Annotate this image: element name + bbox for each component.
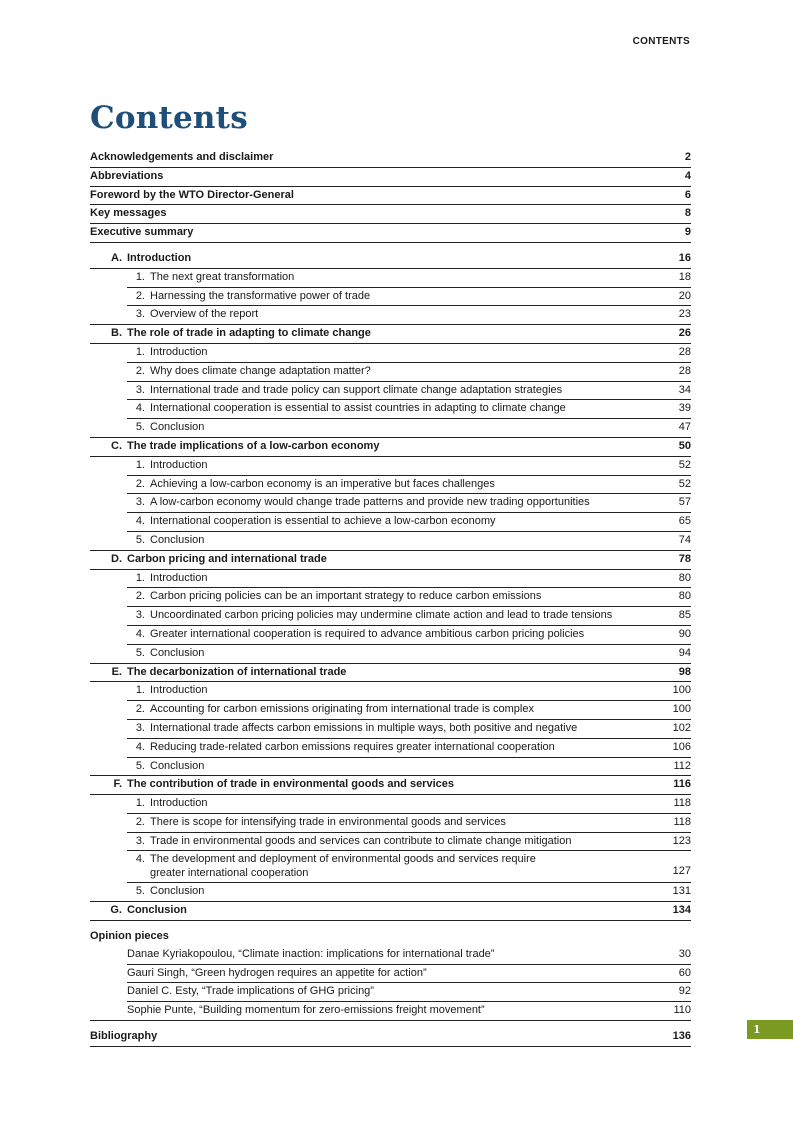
- toc-entry-title: [127, 513, 651, 531]
- toc-label: Conclusion: [127, 904, 187, 917]
- toc-chapter-a[interactable]: [90, 250, 691, 269]
- chapter-letter: A.: [111, 251, 122, 264]
- toc-entry-title: [127, 269, 651, 287]
- toc-section-entry[interactable]: [127, 814, 691, 833]
- spacer: [90, 921, 691, 928]
- section-number: 4.: [135, 515, 145, 528]
- toc-section-entry[interactable]: [90, 758, 691, 777]
- toc-entry-title: [90, 776, 651, 794]
- toc-chapter-d[interactable]: [90, 551, 691, 570]
- toc-section-entry[interactable]: [127, 513, 691, 532]
- toc-page-number: 47: [678, 421, 691, 434]
- toc-label: Greater international cooperation is required to advance ambitious carbon pricing policies: [150, 627, 585, 640]
- toc-page-number: 127: [672, 864, 691, 877]
- toc-page-number: 57: [678, 496, 691, 509]
- toc-label: Accounting for carbon emissions originating from international trade is complex: [150, 703, 534, 716]
- toc-section-entry[interactable]: [127, 476, 691, 495]
- toc-entry-title: [90, 532, 651, 550]
- toc-entry-title: [127, 965, 651, 983]
- toc-page-number: 100: [672, 684, 691, 697]
- section-number: 2.: [135, 477, 145, 490]
- toc-page-number: 4: [684, 169, 691, 182]
- toc-page-number: 26: [678, 327, 691, 340]
- toc-page-number: 52: [678, 458, 691, 471]
- toc-entry-title: [90, 883, 651, 901]
- toc-opinion-entry[interactable]: [90, 1002, 691, 1021]
- toc-page-number: 78: [678, 552, 691, 565]
- toc-label: Conclusion: [150, 885, 205, 898]
- section-number: 3.: [135, 834, 145, 847]
- toc-label: Overview of the report: [150, 308, 259, 321]
- toc-section-entry[interactable]: [127, 344, 691, 363]
- toc-entry-title: [90, 250, 651, 268]
- toc-label: Achieving a low-carbon economy is an imperative but faces challenges: [150, 477, 495, 490]
- chapter-letter: E.: [111, 665, 122, 678]
- toc-entry-title: [127, 344, 651, 362]
- section-heading: Opinion pieces: [90, 930, 169, 943]
- section-number: 5.: [135, 885, 145, 898]
- section-number: 4.: [135, 627, 145, 640]
- toc-label: Conclusion: [150, 533, 205, 546]
- toc-label: Introduction: [150, 797, 208, 810]
- toc-page-number: 28: [678, 345, 691, 358]
- toc-entry-title: [127, 795, 651, 813]
- toc-entry-title: [127, 570, 651, 588]
- toc-chapter-f[interactable]: [90, 776, 691, 795]
- toc-page-number: 136: [672, 1030, 691, 1043]
- section-number: 3.: [135, 609, 145, 622]
- toc-section-entry[interactable]: [127, 851, 691, 883]
- toc-entry-title: [127, 720, 651, 738]
- section-number: 5.: [135, 421, 145, 434]
- toc-label: Conclusion: [150, 421, 205, 434]
- section-number: 5.: [135, 646, 145, 659]
- toc-entry-title: [127, 400, 651, 418]
- toc-label: Foreword by the WTO Director-General: [90, 188, 294, 201]
- toc-entry-title: [90, 664, 651, 682]
- toc-page-number: 52: [678, 477, 691, 490]
- toc-front-entry[interactable]: [90, 187, 691, 206]
- toc-entry-title: [127, 983, 651, 1001]
- toc-label: Carbon pricing and international trade: [127, 552, 327, 565]
- toc-entry-title: [90, 645, 651, 663]
- toc-page-number: 80: [678, 590, 691, 603]
- toc-page-number: 80: [678, 571, 691, 584]
- toc-entry-title: [127, 946, 651, 964]
- toc-entry-title: [90, 187, 651, 205]
- section-number: 2.: [135, 703, 145, 716]
- toc-page-number: 74: [678, 533, 691, 546]
- toc-entry-title: [127, 833, 651, 851]
- toc-label: The contribution of trade in environmental goods and services: [127, 778, 454, 791]
- toc-page-number: 39: [678, 402, 691, 415]
- toc-section-entry[interactable]: [127, 739, 691, 758]
- toc-entry-title: [127, 851, 651, 882]
- toc-page-number: 92: [678, 985, 691, 998]
- toc-entry-title: [90, 149, 651, 167]
- toc-page-number: 134: [672, 904, 691, 917]
- toc-page-number: 98: [678, 665, 691, 678]
- toc-entry-title: [90, 205, 651, 223]
- section-number: 1.: [135, 797, 145, 810]
- toc-page-number: 102: [672, 721, 691, 734]
- toc-section-entry[interactable]: [90, 419, 691, 438]
- toc-entry-title: [90, 551, 651, 569]
- toc-page-number: 118: [673, 797, 691, 810]
- chapter-letter: B.: [111, 327, 122, 340]
- toc-section-entry[interactable]: [127, 457, 691, 476]
- chapter-letter: G.: [110, 904, 122, 917]
- toc-label: Harnessing the transformative power of trade: [150, 289, 371, 302]
- toc-label: Daniel C. Esty, “Trade implications of GHG pricing”: [127, 985, 374, 998]
- toc-section-entry[interactable]: [127, 494, 691, 513]
- toc-entry-title: [90, 168, 651, 186]
- toc-section-entry[interactable]: [127, 607, 691, 626]
- table-of-contents: [90, 149, 691, 1047]
- toc-entry-title: [127, 382, 651, 400]
- toc-label: Conclusion: [150, 759, 205, 772]
- toc-label: The next great transformation: [150, 270, 295, 283]
- toc-entry-title: [127, 682, 651, 700]
- section-number: 2.: [135, 815, 145, 828]
- section-number: 1.: [135, 270, 145, 283]
- toc-section-entry[interactable]: [90, 645, 691, 664]
- toc-label: Carbon pricing policies can be an important strategy to reduce carbon emissions: [150, 590, 542, 603]
- toc-section-entry[interactable]: [127, 382, 691, 401]
- toc-entry-title: [90, 419, 651, 437]
- toc-chapter-c[interactable]: [90, 438, 691, 457]
- toc-page-number: 112: [673, 759, 691, 772]
- toc-label: International cooperation is essential to achieve a low-carbon economy: [150, 515, 496, 528]
- toc-page-number: 20: [678, 289, 691, 302]
- toc-label: Introduction: [150, 458, 208, 471]
- toc-label: Introduction: [127, 251, 192, 264]
- section-number: 1.: [135, 571, 145, 584]
- toc-opinion-entry[interactable]: [127, 965, 691, 984]
- toc-page-number: 23: [678, 308, 691, 321]
- toc-page-number: 34: [678, 383, 691, 396]
- chapter-letter: F.: [113, 778, 122, 791]
- spacer: [90, 243, 691, 250]
- section-number: 3.: [135, 721, 145, 734]
- toc-section-entry[interactable]: [127, 833, 691, 852]
- toc-label: Introduction: [150, 345, 208, 358]
- toc-opinion-entry[interactable]: [127, 946, 691, 965]
- toc-page-number: 9: [684, 226, 691, 239]
- toc-chapter-e[interactable]: [90, 664, 691, 683]
- toc-label: Acknowledgements and disclaimer: [90, 151, 274, 163]
- toc-entry-title: [90, 325, 651, 343]
- page-title: Contents: [90, 100, 248, 136]
- section-number: 2.: [135, 590, 145, 603]
- toc-label: The role of trade in adapting to climate change: [127, 327, 371, 340]
- toc-entry-title: [127, 457, 651, 475]
- toc-entry-title: [90, 1002, 651, 1020]
- toc-page-number: 94: [678, 646, 691, 659]
- toc-label: Conclusion: [150, 646, 205, 659]
- toc-page-number: 123: [672, 834, 691, 847]
- section-number: 3.: [135, 496, 145, 509]
- toc-label: Why does climate change adaptation matter?: [150, 364, 371, 377]
- section-number: 3.: [135, 308, 145, 321]
- toc-section-entry[interactable]: [127, 269, 691, 288]
- toc-label: International cooperation is essential to assist countries in adapting to climate change: [150, 402, 566, 415]
- toc-page-number: 2: [684, 151, 691, 163]
- section-number: 4.: [135, 853, 145, 866]
- section-number: 4.: [135, 740, 145, 753]
- toc-section-entry[interactable]: [127, 363, 691, 382]
- toc-front-entry[interactable]: [90, 205, 691, 224]
- running-header: CONTENTS: [632, 36, 690, 47]
- toc-label-continued: greater international cooperation: [150, 867, 309, 880]
- toc-entry-title: [90, 758, 651, 776]
- section-number: 5.: [135, 759, 145, 772]
- toc-page-number: 60: [678, 966, 691, 979]
- toc-page-number: 116: [673, 778, 691, 791]
- section-number: 5.: [135, 533, 145, 546]
- toc-page-number: 8: [684, 207, 691, 220]
- toc-label: Danae Kyriakopoulou, “Climate inaction: implications for international trade”: [127, 947, 495, 960]
- toc-section-entry[interactable]: [90, 532, 691, 551]
- toc-bibliography[interactable]: [90, 1028, 691, 1047]
- toc-label: Uncoordinated carbon pricing policies may undermine climate action and lead to trade tensions: [150, 609, 613, 622]
- chapter-letter: C.: [111, 439, 122, 452]
- toc-label: Reducing trade-related carbon emissions requires greater international cooperation: [150, 740, 555, 753]
- toc-page-number: 90: [678, 627, 691, 640]
- toc-page-number: 106: [672, 740, 691, 753]
- toc-front-entry[interactable]: [90, 168, 691, 187]
- spacer: [90, 1021, 691, 1028]
- toc-page-number: 18: [678, 270, 691, 283]
- toc-entry-title: [127, 588, 651, 606]
- toc-label: A low-carbon economy would change trade patterns and provide new trading opportunities: [150, 496, 590, 509]
- toc-page-number: 30: [678, 947, 691, 960]
- toc-page-number: 110: [673, 1004, 691, 1017]
- toc-page-number: 85: [678, 609, 691, 622]
- toc-front-entry[interactable]: [90, 224, 691, 243]
- section-number: 1.: [135, 684, 145, 697]
- section-number: 2.: [135, 364, 145, 377]
- toc-chapter-g[interactable]: [90, 902, 691, 921]
- toc-entry-title: [127, 494, 651, 512]
- toc-section-entry[interactable]: [90, 306, 691, 325]
- toc-label: Trade in environmental goods and services can contribute to climate change mitigation: [150, 834, 572, 847]
- toc-label: The trade implications of a low-carbon economy: [127, 439, 380, 452]
- toc-label: Key messages: [90, 207, 167, 220]
- toc-entry-title: [127, 626, 651, 644]
- toc-page-number: 100: [672, 703, 691, 716]
- toc-entry-title: [127, 288, 651, 306]
- toc-section-entry[interactable]: [127, 288, 691, 307]
- toc-entry-title: [127, 476, 651, 494]
- toc-page-number: 28: [678, 364, 691, 377]
- section-number: 4.: [135, 402, 145, 415]
- toc-label: The development and deployment of environmental goods and services require: [150, 853, 536, 866]
- toc-label: Gauri Singh, “Green hydrogen requires an appetite for action”: [127, 966, 427, 979]
- toc-entry-title: [90, 438, 651, 456]
- toc-entry-title: [90, 306, 651, 324]
- toc-section-entry[interactable]: [127, 682, 691, 701]
- toc-front-entry[interactable]: [90, 149, 691, 168]
- section-number: 1.: [135, 458, 145, 471]
- toc-label: There is scope for intensifying trade in environmental goods and services: [150, 815, 506, 828]
- toc-label: Bibliography: [90, 1030, 158, 1043]
- toc-section-entry[interactable]: [127, 626, 691, 645]
- section-number: 2.: [135, 289, 145, 302]
- page-number-badge: 1: [747, 1020, 793, 1039]
- toc-opinion-entry[interactable]: [127, 983, 691, 1002]
- toc-page-number: 65: [678, 515, 691, 528]
- toc-page-number: 50: [678, 439, 691, 452]
- toc-entry-title: [127, 701, 651, 719]
- toc-label: Abbreviations: [90, 169, 164, 182]
- toc-label: The decarbonization of international trade: [127, 665, 347, 678]
- toc-entry-title: [90, 224, 651, 242]
- toc-entry-title: [90, 1028, 651, 1046]
- section-number: 3.: [135, 383, 145, 396]
- toc-entry-title: [127, 363, 651, 381]
- toc-page-number: 131: [672, 885, 691, 898]
- toc-entry-title: [90, 902, 651, 920]
- section-number: 1.: [135, 345, 145, 358]
- toc-page-number: 6: [684, 188, 691, 201]
- toc-entry-title: [127, 814, 651, 832]
- toc-label: Sophie Punte, “Building momentum for zero-emissions freight movement”: [127, 1004, 485, 1017]
- toc-label: International trade and trade policy can support climate change adaptation strategies: [150, 383, 563, 396]
- toc-label: Introduction: [150, 684, 208, 697]
- toc-page-number: 118: [673, 815, 691, 828]
- toc-label: Introduction: [150, 571, 208, 584]
- toc-label: Executive summary: [90, 226, 194, 239]
- toc-section-entry[interactable]: [127, 570, 691, 589]
- toc-entry-title: [127, 607, 651, 625]
- toc-section-entry[interactable]: [127, 588, 691, 607]
- toc-section-entry[interactable]: [127, 400, 691, 419]
- toc-section-entry[interactable]: [90, 883, 691, 902]
- toc-chapter-b[interactable]: [90, 325, 691, 344]
- toc-section-entry[interactable]: [127, 795, 691, 814]
- toc-section-entry[interactable]: [127, 720, 691, 739]
- opinion-pieces-heading: [90, 928, 691, 946]
- chapter-letter: D.: [111, 552, 122, 565]
- toc-page-number: 16: [678, 251, 691, 264]
- toc-section-entry[interactable]: [127, 701, 691, 720]
- toc-entry-title: [127, 739, 651, 757]
- toc-label: International trade affects carbon emissions in multiple ways, both positive and negative: [150, 721, 578, 734]
